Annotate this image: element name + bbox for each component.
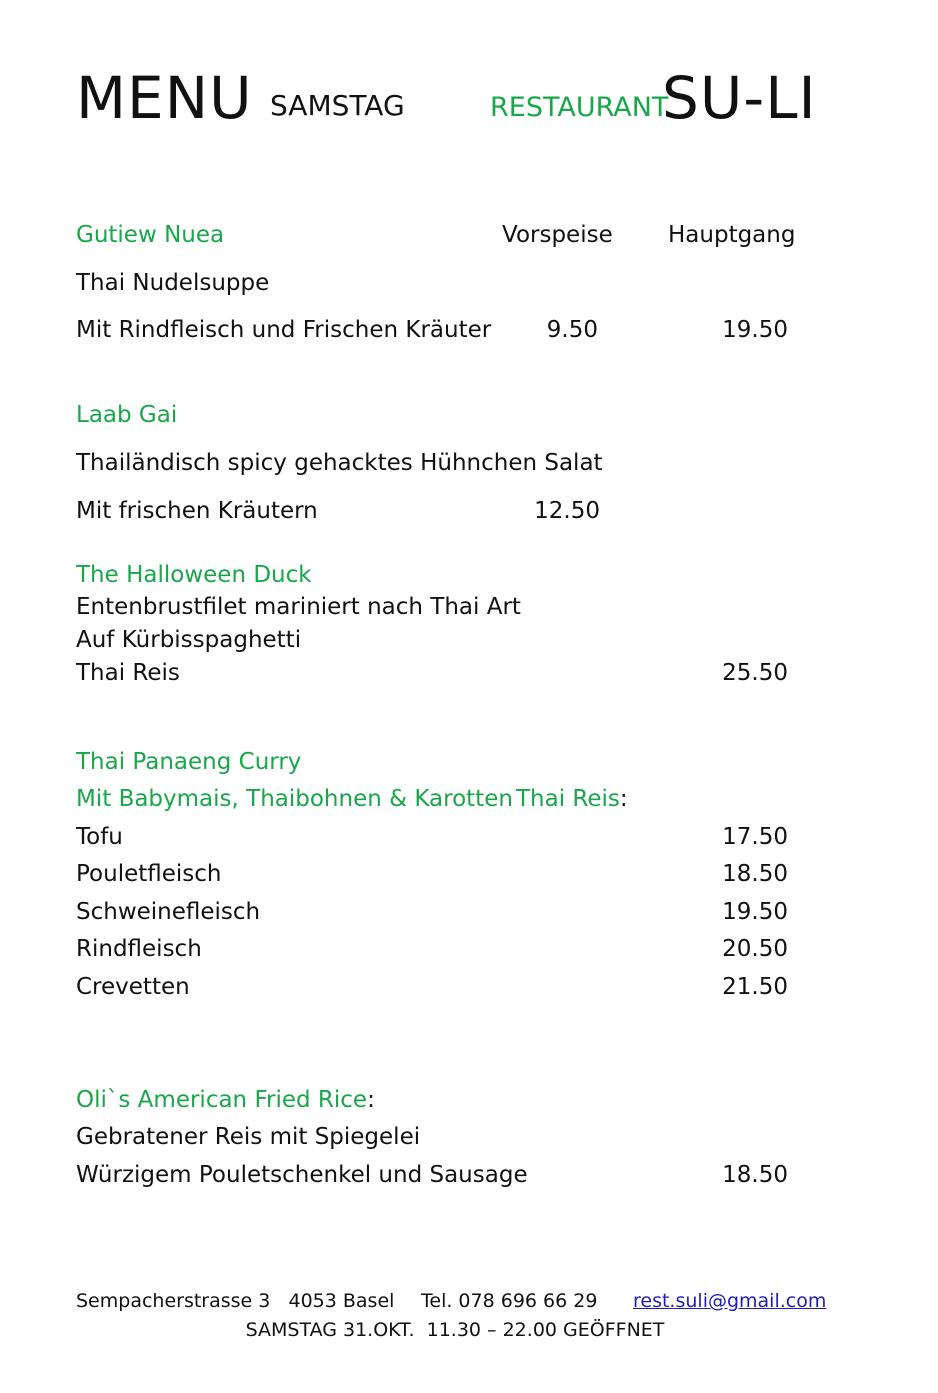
dish-title-halloween-duck: The Halloween Duck (76, 562, 312, 588)
dish-description: Mit Rindfleisch und Frischen Kräuter (76, 317, 492, 343)
footer-email-link[interactable]: rest.suli@gmail.com (633, 1290, 827, 1312)
dish-description: Entenbrustfilet mariniert nach Thai Art (76, 594, 521, 620)
dish-description: Mit frischen Kräutern (76, 498, 318, 524)
menu-title: MENU (76, 64, 253, 132)
price-main: 25.50 (722, 660, 788, 686)
option-price: 17.50 (722, 824, 788, 850)
price-starter: 9.50 (546, 317, 598, 343)
restaurant-name: SU-LI (662, 64, 817, 132)
price-starter: 12.50 (534, 498, 600, 524)
footer-address: Sempacherstrasse 3 4053 Basel (76, 1290, 395, 1312)
dish-description: Auf Kürbisspaghetti (76, 627, 302, 653)
option-price: 18.50 (722, 861, 788, 887)
restaurant-label: RESTAURANT (490, 92, 669, 123)
option-name: Rindfleisch (76, 936, 202, 962)
option-name: Pouletfleisch (76, 861, 222, 887)
option-name: Crevetten (76, 974, 190, 1000)
dish-title-laab-gai: Laab Gai (76, 402, 178, 428)
option-price: 19.50 (722, 899, 788, 925)
option-price: 20.50 (722, 936, 788, 962)
day-label: SAMSTAG (270, 89, 405, 122)
dish-title-panaeng-curry: Thai Panaeng Curry (76, 749, 302, 775)
rice-label: Thai Reis: (516, 786, 628, 812)
column-header-main: Hauptgang (668, 222, 796, 248)
dish-description: Würzigem Pouletschenkel und Sausage (76, 1162, 528, 1188)
dish-description: Thai Reis (76, 660, 180, 686)
dish-description: Gebratener Reis mit Spiegelei (76, 1124, 421, 1150)
option-name: Schweinefleisch (76, 899, 261, 925)
price-main: 18.50 (722, 1162, 788, 1188)
footer-opening-hours: SAMSTAG 31.OKT. 11.30 – 22.00 GEÖFFNET (245, 1319, 665, 1341)
option-price: 21.50 (722, 974, 788, 1000)
dish-description: Thailändisch spicy gehacktes Hühnchen Salat (76, 450, 603, 476)
dish-description: Thai Nudelsuppe (76, 270, 270, 296)
dish-subtitle: Mit Babymais, Thaibohnen & Karotten (76, 786, 513, 812)
price-main: 19.50 (722, 317, 788, 343)
option-name: Tofu (76, 824, 123, 850)
column-header-starter: Vorspeise (502, 222, 613, 248)
footer-phone: Tel. 078 696 66 29 (421, 1290, 598, 1312)
dish-title-gutiew-nuea: Gutiew Nuea (76, 222, 225, 248)
dish-title-fried-rice: Oli`s American Fried Rice: (76, 1087, 375, 1113)
